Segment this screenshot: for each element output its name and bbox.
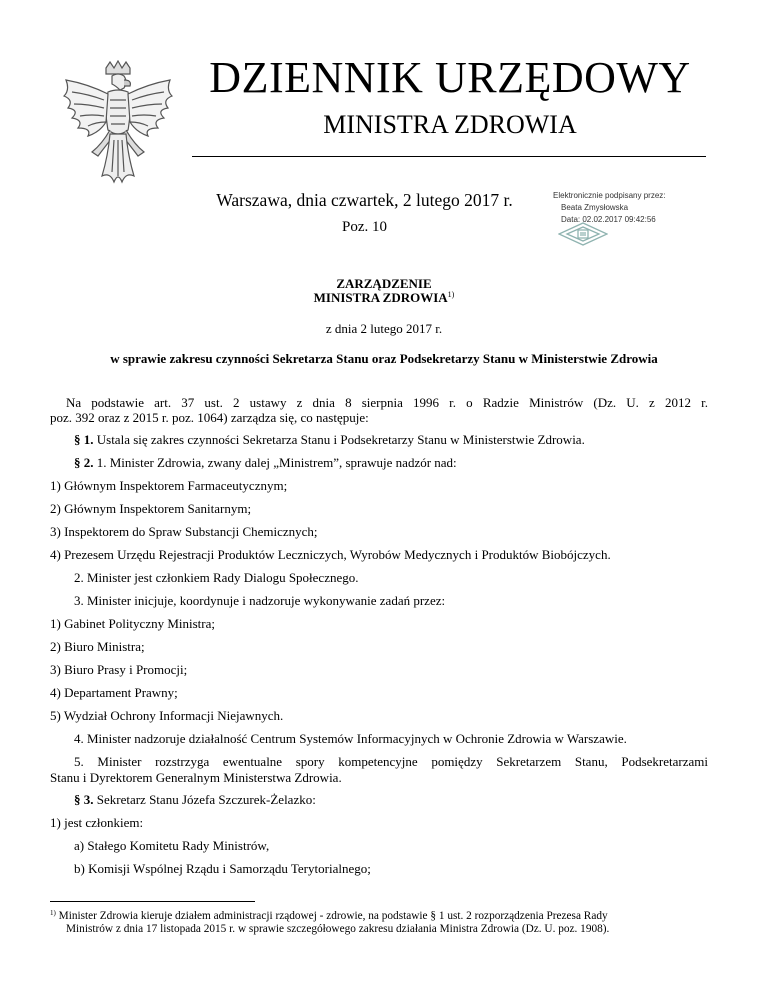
section-3 — [74, 792, 732, 808]
publication-dateline: Warszawa, dnia czwartek, 2 lutego 2017 r. — [216, 190, 513, 210]
section-1-text: Ustala się zakres czynności Sekretarza Stanu i Podsekretarzy Stanu w Ministerstwie Zdrowia. — [93, 432, 585, 447]
list-item: 2) Głównym Inspektorem Sanitarnym; — [50, 501, 252, 516]
list-item: 1) Gabinet Polityczny Ministra; — [50, 616, 216, 631]
footnote-line-1 — [50, 909, 710, 922]
section-2-point-5-line-1: 5. Minister rozstrzyga ewentualne spory kompetencyjne pomiędzy Sekretarzem Stanu, Podsekretarzami — [74, 754, 708, 769]
polish-eagle-emblem-icon — [58, 60, 178, 188]
footnote-line-2: Ministrów z dnia 17 listopada 2015 r. w sprawie szczegółowego zakresu działania Ministra Zdrowia (Dz. U. poz. 1908). — [66, 923, 610, 935]
list-item: 4) Prezesem Urzędu Rejestracji Produktów Leczniczych, Wyrobów Medycznych i Produktów Biobójczych. — [50, 547, 611, 562]
preamble-line-1: Na podstawie art. 37 ust. 2 ustawy z dnia 8 sierpnia 1996 r. o Radzie Ministrów (Dz. U. z 2012 r. — [66, 395, 708, 410]
section-2-point-5-line-2: Stanu i Dyrektorem Generalnym Ministerstwa Zdrowia. — [50, 770, 342, 785]
preamble-line-2: poz. 392 oraz z 2015 r. poz. 1064) zarządza się, co następuje: — [50, 410, 369, 425]
footnote-text: Minister Zdrowia kieruje działem administracji rządowej - zdrowie, na podstawie § 1 ust. 2 rozporządzenia Prezesa Rady — [55, 910, 608, 922]
document-issuer — [60, 290, 708, 306]
list-item: 5) Wydział Ochrony Informacji Niejawnych. — [50, 708, 284, 723]
section-2-mark: § 2. — [74, 455, 94, 470]
section-2-point-4: 4. Minister nadzoruje działalność Centrum Systemów Informacyjnych w Ochronie Zdrowia w Warszawie. — [74, 731, 627, 746]
list-item: 2) Biuro Ministra; — [50, 639, 145, 654]
section-1-mark: § 1. — [74, 432, 94, 447]
list-item: 1) Głównym Inspektorem Farmaceutycznym; — [50, 478, 288, 493]
section-2-text: 1. Minister Zdrowia, zwany dalej „Ministrem”, sprawuje nadzór nad: — [93, 455, 457, 470]
journal-title: DZIENNIK URZĘDOWY — [209, 53, 691, 102]
document-type: ZARZĄDZENIE — [336, 276, 432, 291]
journal-subtitle: MINISTRA ZDROWIA — [323, 110, 577, 139]
section-3-text: Sekretarz Stanu Józefa Szczurek-Żelazko: — [93, 792, 316, 807]
list-item: 3) Inspektorem do Spraw Substancji Chemicznych; — [50, 524, 318, 539]
section-3-mark: § 3. — [74, 792, 94, 807]
section-2 — [74, 455, 732, 471]
list-item: 4) Departament Prawny; — [50, 685, 178, 700]
section-2-point-3: 3. Minister inicjuje, koordynuje i nadzoruje wykonywanie zadań przez: — [74, 593, 446, 608]
section-1 — [74, 432, 732, 448]
digital-signature-icon — [558, 222, 608, 246]
section-2-point-2: 2. Minister jest członkiem Rady Dialogu Społecznego. — [74, 570, 359, 585]
list-item: 1) jest członkiem: — [50, 815, 144, 830]
document-subject: w sprawie zakresu czynności Sekretarza Stanu oraz Podsekretarzy Stanu w Ministerstwie Zdrowia — [110, 351, 658, 366]
footnote-rule — [50, 901, 255, 902]
signature-name: Beata Zmysłowska — [561, 203, 629, 212]
signature-label: Elektronicznie podpisany przez: — [553, 191, 666, 200]
position-number: Poz. 10 — [342, 219, 387, 235]
issuer-text: MINISTRA ZDROWIA — [313, 290, 448, 305]
list-item: b) Komisji Wspólnej Rządu i Samorządu Terytorialnego; — [74, 861, 371, 876]
list-item: a) Stałego Komitetu Rady Ministrów, — [74, 838, 270, 853]
list-item: 3) Biuro Prasy i Promocji; — [50, 662, 188, 677]
footnote-mark: 1) — [50, 909, 56, 917]
document-date: z dnia 2 lutego 2017 r. — [325, 321, 443, 336]
header-rule — [192, 156, 706, 157]
signature-date: Data: 02.02.2017 09:42:56 — [561, 215, 656, 224]
footnote-reference: 1) — [447, 290, 455, 299]
